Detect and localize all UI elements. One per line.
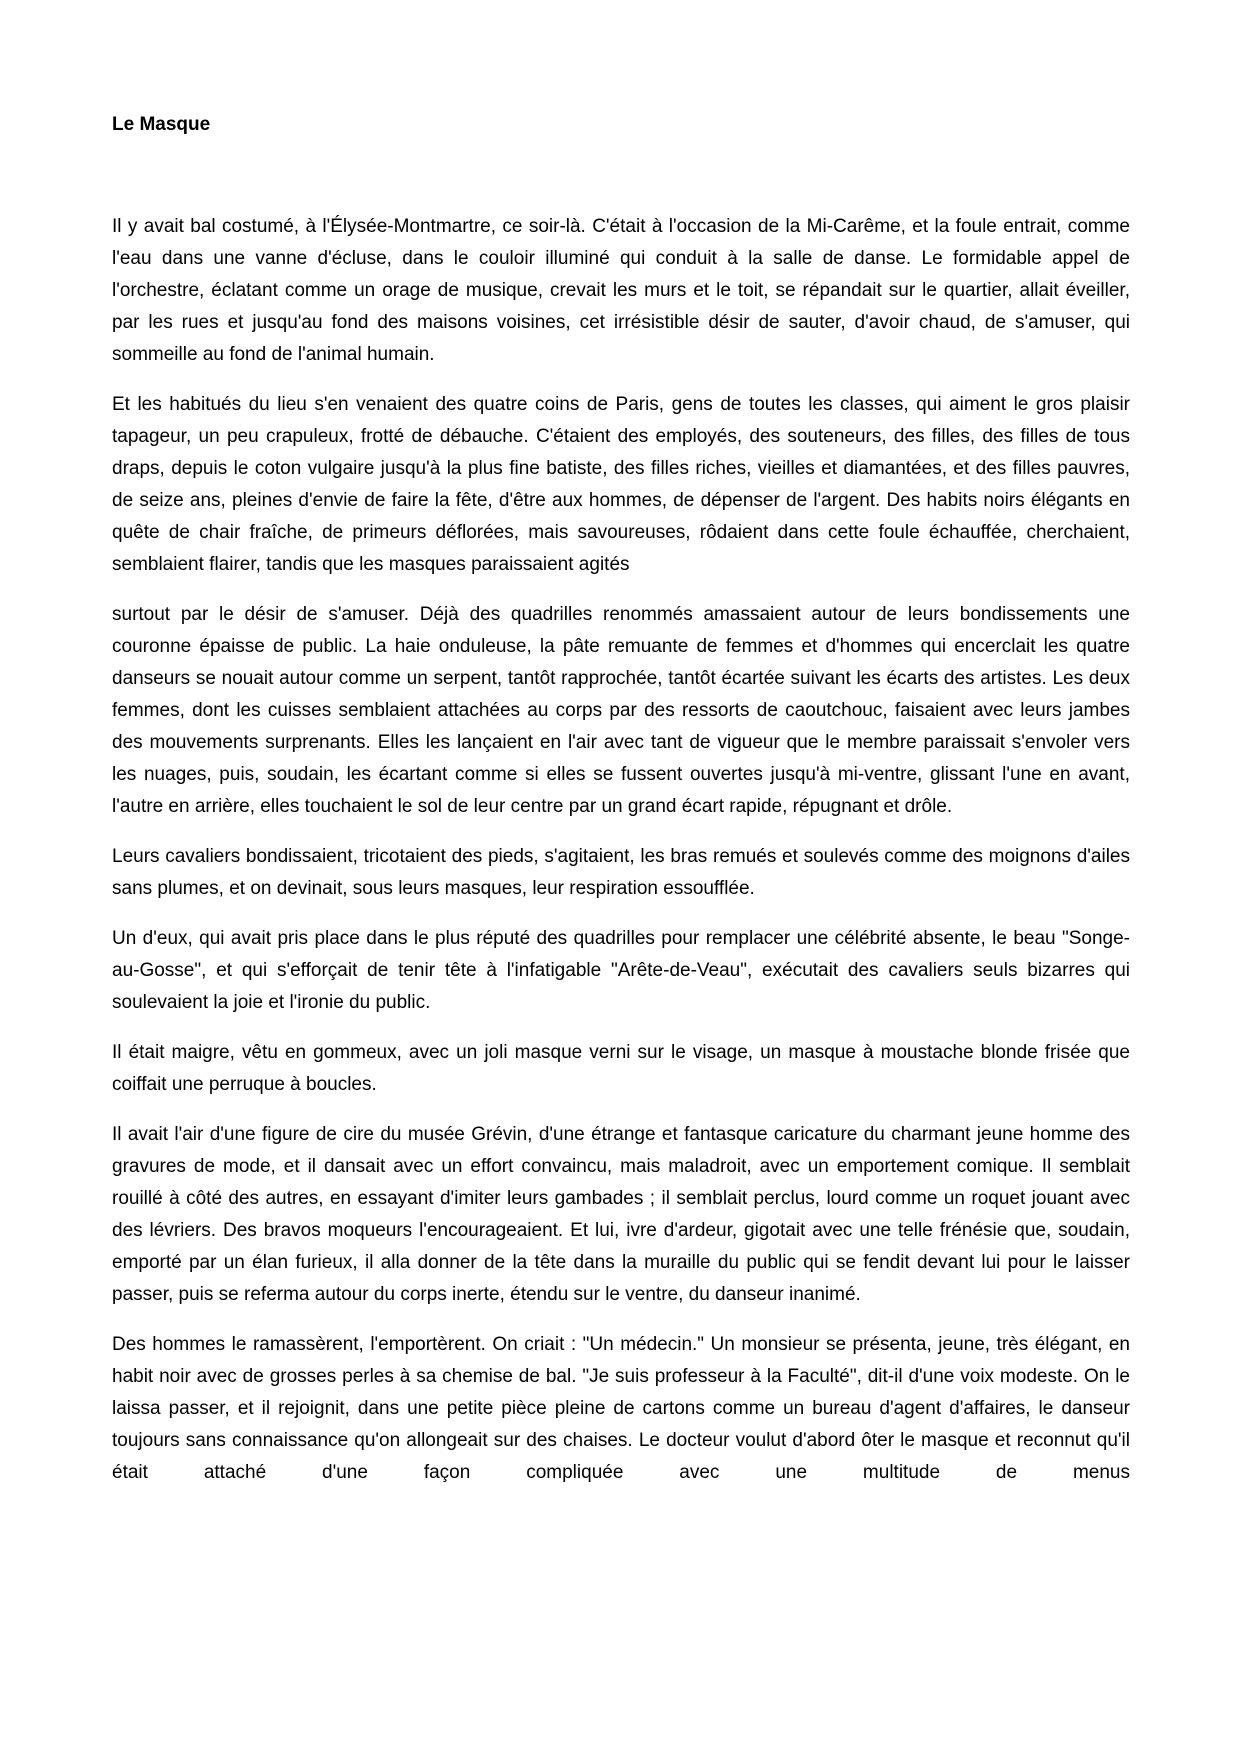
paragraph: surtout par le désir de s'amuser. Déjà des quadrilles renommés amassaient autour de leurs bondissements une couronne épaisse de public. La haie onduleuse, la pâte remuante de femmes et d'hommes qui encerclait les quatre danseurs se nouait autour comme un serpent, tantôt rapprochée, tantôt écartée suivant les écarts des artistes. Les deux femmes, dont les cuisses semblaient attachées au corps par des ressorts de caoutchouc, faisaient avec leurs jambes des mouvements surprenants. Elles les lançaient en l'air avec tant de vigueur que le membre paraissait s'envoler vers les nuages, puis, soudain, les écartant comme si elles se fussent ouvertes jusqu'à mi-ventre, glissant l'une en avant, l'autre en arrière, elles touchaient le sol de leur centre par un grand écart rapide, répugnant et drôle. (112, 604, 1130, 817)
paragraph: Des hommes le ramassèrent, l'emportèrent. On criait : "Un médecin." Un monsieur se présenta, jeune, très élégant, en habit noir avec de grosses perles à sa chemise de bal. "Je suis professeur à la Faculté", dit-il d'une voix modeste. On le laissa passer, et il rejoignit, dans une petite pièce pleine de cartons comme un bureau d'agent d'affaires, le danseur toujours sans connaissance qu'on allongeait sur des chaises. Le docteur voulut d'abord ôter le masque et reconnut qu'il était attaché d'une façon compliquée avec une multitude de menus (112, 1334, 1130, 1483)
paragraph: Leurs cavaliers bondissaient, tricotaient des pieds, s'agitaient, les bras remués et soulevés comme des moignons d'ailes sans plumes, et on devinait, sous leurs masques, leur respiration essoufflée. (112, 846, 1130, 899)
document-body (112, 211, 1130, 1507)
document-title: Le Masque (112, 114, 211, 135)
paragraph: Il y avait bal costumé, à l'Élysée-Montmartre, ce soir-là. C'était à l'occasion de la Mi-Carême, et la foule entrait, comme l'eau dans une vanne d'écluse, dans le couloir illuminé qui conduit à la salle de danse. Le formidable appel de l'orchestre, éclatant comme un orage de musique, crevait les murs et le toit, se répandait sur le quartier, allait éveiller, par les rues et jusqu'au fond des maisons voisines, cet irrésistible désir de sauter, d'avoir chaud, de s'amuser, qui sommeille au fond de l'animal humain. (112, 216, 1130, 365)
paragraph: Il était maigre, vêtu en gommeux, avec un joli masque verni sur le visage, un masque à moustache blonde frisée que coiffait une perruque à boucles. (112, 1042, 1130, 1095)
paragraph: Un d'eux, qui avait pris place dans le plus réputé des quadrilles pour remplacer une célébrité absente, le beau "Songe-au-Gosse", et qui s'efforçait de tenir tête à l'infatigable "Arête-de-Veau", exécutait des cavaliers seuls bizarres qui soulevaient la joie et l'ironie du public. (112, 928, 1130, 1013)
paragraph: Et les habitués du lieu s'en venaient des quatre coins de Paris, gens de toutes les classes, qui aiment le gros plaisir tapageur, un peu crapuleux, frotté de débauche. C'étaient des employés, des souteneurs, des filles, des filles de tous draps, depuis le coton vulgaire jusqu'à la plus fine batiste, des filles riches, vieilles et diamantées, et des filles pauvres, de seize ans, pleines d'envie de faire la fête, d'être aux hommes, de dépenser de l'argent. Des habits noirs élégants en quête de chair fraîche, de primeurs déflorées, mais savoureuses, rôdaient dans cette foule échauffée, cherchaient, semblaient flairer, tandis que les masques paraissaient agités (112, 394, 1130, 575)
paragraph: Il avait l'air d'une figure de cire du musée Grévin, d'une étrange et fantasque caricature du charmant jeune homme des gravures de mode, et il dansait avec un effort convaincu, mais maladroit, avec un emportement comique. Il semblait rouillé à côté des autres, en essayant d'imiter leurs gambades ; il semblait perclus, lourd comme un roquet jouant avec des lévriers. Des bravos moqueurs l'encourageaient. Et lui, ivre d'ardeur, gigotait avec une telle frénésie que, soudain, emporté par un élan furieux, il alla donner de la tête dans la muraille du public qui se fendit devant lui pour le laisser passer, puis se referma autour du corps inerte, étendu sur le ventre, du danseur inanimé. (112, 1124, 1130, 1305)
